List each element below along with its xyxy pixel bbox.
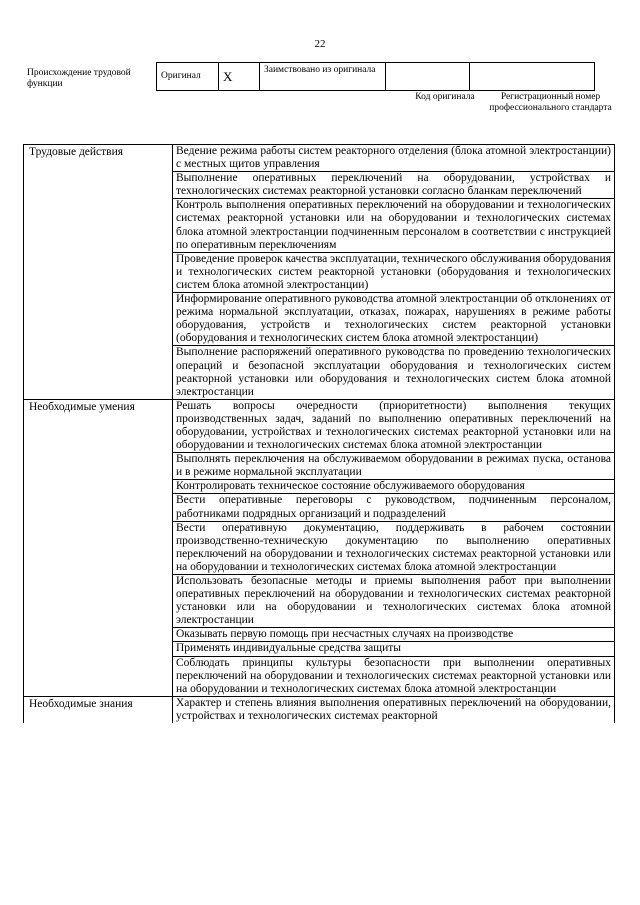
labor-actions-item: Контроль выполнения оперативных переключений на оборудовании и технологических системах реакторной установки или на оборудовании и технологических системах блока атомной электростанции подчиненным персоналом в соответствии с инструкцией по оперативным переключениям [173, 199, 615, 252]
required-knowledge-item: Характер и степень влияния выполнения оперативных переключений на оборудовании, устройствах и технологических системах реакторной [173, 696, 615, 723]
required-skills-item: Решать вопросы очередности (приоритетности) выполнения текущих производственных задач, заданий по выполнению оперативных переключений на оборудовании, устройствах и технологических системах реакторной установки или на оборудовании и технологических системах блока атомной электростанции [173, 399, 615, 452]
borrowed-label: Заимствовано из оригинала [260, 63, 386, 91]
origin-label: Происхождение трудовой функции [27, 68, 131, 89]
labor-actions-item: Проведение проверок качества эксплуатации, технического обслуживания оборудования и технологических систем реакторной установки (оборудования и технологических систем блока атомной электростанции) [173, 252, 615, 292]
required-skills-item: Вести оперативные переговоры с руководством, подчиненным персоналом, работниками подрядных организаций и подразделений [173, 494, 615, 521]
original-mark [219, 63, 260, 91]
original-mark-text: X [223, 69, 233, 84]
labor-functions-table [23, 144, 615, 723]
table-row [24, 399, 615, 452]
required-skills-item: Использовать безопасные методы и приемы выполнения работ при выполнении оперативных переключений на оборудовании и технологических системах реакторной установки или на оборудовании и технологических системах блока атомной электростанции [173, 575, 615, 628]
labor-actions-item: Выполнение оперативных переключений на оборудовании, устройствах и технологических системах реакторной установки согласно бланкам переключений [173, 172, 615, 199]
required-skills-item: Соблюдать принципы культуры безопасности при выполнении оперативных переключений на оборудовании и технологических системах реакторной установки или на оборудовании и технологических системах блока атомной электростанции [173, 656, 615, 696]
reg-number-cell [470, 63, 595, 91]
original-label: Оригинал [157, 63, 219, 91]
required-skills-item: Выполнять переключения на обслуживаемом оборудовании в режимах пуска, останова и в режиме нормальной эксплуатации [173, 453, 615, 480]
table-row [24, 145, 615, 172]
labor-actions-title: Трудовые действия [24, 145, 173, 400]
labor-functions-body [24, 145, 615, 724]
origin-table [156, 62, 595, 91]
labor-actions-item: Информирование оперативного руководства атомной электростанции об отклонениях от режима нормальной эксплуатации, отказах, пожарах, нарушениях в режиме работы оборудования, устройств и технологических систем реакторной установки (оборудования и технологических систем блока атомной электростанции) [173, 293, 615, 346]
required-skills-item: Вести оперативную документацию, поддерживать в рабочем состоянии производственно-техническую документацию по выполнению оперативных переключений на оборудовании и технологических системах реакторной установки или на оборудовании и технологических системах блока атомной электростанции [173, 521, 615, 574]
labor-actions-item: Выполнение распоряжений оперативного руководства по проведению технологических операций и безопасной эксплуатации оборудования и технологических систем реакторной установки или оборудования и технологических систем блока атомной электростанции [173, 346, 615, 399]
required-skills-item: Контролировать техническое состояние обслуживаемого оборудования [173, 480, 615, 494]
required-skills-item: Применять индивидуальные средства защиты [173, 642, 615, 656]
code-original-caption: Код оригинала [415, 92, 475, 102]
required-skills-item: Оказывать первую помощь при несчастных случаях на производстве [173, 628, 615, 642]
origin-row [157, 63, 595, 91]
reg-number-caption: Регистрационный номер профессионального стандарта [489, 92, 612, 113]
code-original-cell [386, 63, 470, 91]
table-row [24, 696, 615, 723]
page-number: 22 [314, 38, 326, 50]
labor-actions-item: Ведение режима работы систем реакторного отделения (блока атомной электростанции) с местных щитов управления [173, 145, 615, 172]
required-knowledge-title: Необходимые знания [24, 696, 173, 723]
required-skills-title: Необходимые умения [24, 399, 173, 696]
